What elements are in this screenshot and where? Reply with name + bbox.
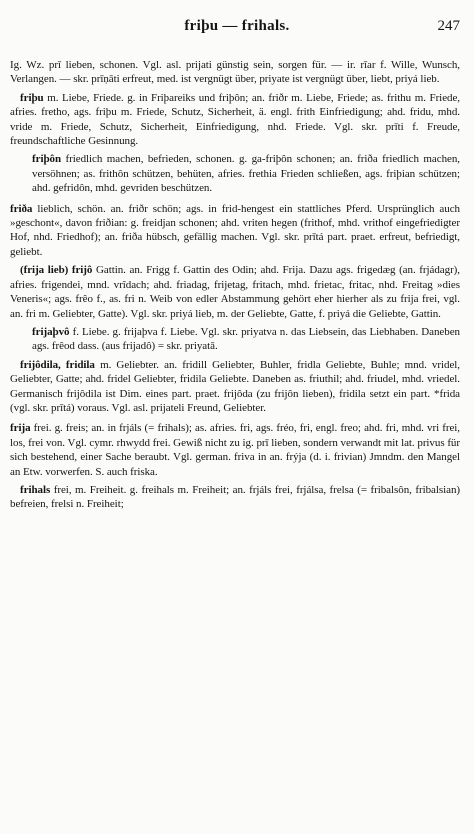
page-number: 247 (437, 18, 460, 34)
entry-text: frei. g. freis; an. in frjáls (= frihals); as. afries. fri, ags. fréo, fri, engl. freo; ahd. fri, mhd. vri frei, los, frei von. Vgl. cymr. rhwydd frei. Gewiß nicht zu ig. prī lieben, sondern verwandt mit lat. privus für sich bestehend, einer Sache beraubt. Vgl. german. friva in an. frýja (d. i. frivian) Jmndm. den Mangel an Etw. vorwerfen. S. auch friska. (10, 422, 460, 478)
dictionary-entry (10, 421, 460, 479)
dictionary-entry (10, 202, 460, 260)
entry-headword: frija (10, 422, 31, 435)
dictionary-entry (10, 91, 460, 149)
entry-headword: friþôn (32, 153, 62, 166)
entry-headword: friþu (20, 91, 44, 104)
dictionary-entry (10, 263, 460, 321)
entry-text: m. Geliebter. an. fridill Geliebter, Buhler, fridla Geliebte, Buhle; mnd. vridel, Geliebter, Gatte; ahd. fridel Geliebter, fridila Geliebte. Daneben as. friuthil; ahd. friudel, mhd. vriedel. Germanisch frijôdila ist Dim. eines part. praet. frijôda (zu frijôn lieben), fridila setzt ein part. *frida (vgl. skr. prītá) voraus. Vgl. asl. prijateli Freund, Geliebter. (10, 358, 460, 414)
entry-headword: frijôdila, fridila (20, 358, 95, 371)
page-header (0, 18, 474, 38)
entry-text: Ig. Wz. prī lieben, schonen. Vgl. asl. prijati günstig sein, sorgen für. — ir. rīar f. Wille, Wunsch, Verlangen. — skr. prīṇāti erfreut, med. ist vergnügt über, priyate ist vergnügt über, liebt, priyá lieb. (10, 59, 460, 86)
dictionary-entry (10, 483, 460, 512)
entry-headword: frijaþvô (32, 325, 70, 338)
entry-text: frei, m. Freiheit. g. freihals m. Freiheit; an. frjáls frei, frjálsa, frelsa (= fribalsôn, fribalsian) befreien, frelsi n. Freiheit; (10, 483, 461, 511)
entry-text: friedlich machen, befrieden, schonen. g. ga-friþôn schonen; an. friða friedlich machen, versöhnen; as. frithôn schützen, behüten, afries. frethia Frieden schließen, ags. friþian schützen; ahd. gefridôn, mhd. gevriden beschützen. (32, 153, 460, 195)
dictionary-body (10, 58, 460, 516)
entry-text: m. Liebe, Friede. g. in Friþareiks und friþôn; an. friðr m. Liebe, Friede; as. frithu m. Friede, afries. fretho, ags. friþu m. Friede, Schutz, Sicherheit, ä. engl. frith Einfriedigung; ahd. fridu, mhd. vride m. Friede, Schutz, Sicherheit, Einfriedigung, nhd. Friede. Vgl. skr. prīti f. Freude, freundschaftliche Gesinnung. (10, 91, 461, 148)
entry-headword: frihals (20, 483, 51, 496)
entry-headword: (frija lieb) frijô (20, 264, 93, 277)
entry-text: Gattin. an. Frigg f. Gattin des Odin; ahd. Frija. Dazu ags. frigedæg (an. frjádagr), afries. frigendei, mnd. vrîdach; ahd. friadag, frijetag, fritach, mhd. frietac, fritac, nhd. Freitag »dies Veneris«; ags. frêo f., as. fri n. Weib von edler Abstammung gehört eher hierher als zu frija frei, vgl. an. fri m. Geliebter, Gatte). Vgl. skr. priyá lieb, m. der Geliebte, Gatte, f. priyá die Geliebte, Gattin. (10, 264, 460, 320)
dictionary-subentry (10, 325, 460, 354)
dictionary-subentry (10, 152, 460, 195)
entry-continuation (10, 58, 460, 87)
running-title: friþu — frihals. (184, 18, 290, 34)
dictionary-entry (10, 358, 460, 416)
entry-text: lieblich, schön. an. friðr schön; ags. in frid-hengest ein stattliches Pferd. Ursprünglich auch »geschont«, davon friðian: g. freidjan schonen; ahd. vriten hegen (frithof, mhd. vrithof eingefriedigter Hof, nhd. Friedhof); an. friða hübsch, gefällig machen. Vgl. skr. prītá part. praet. erfreut, befriedigt, geliebt. (10, 202, 460, 258)
entry-headword: friða (10, 202, 33, 215)
entry-text: f. Liebe. g. frijaþva f. Liebe. Vgl. skr. priyatva n. das Liebsein, das Liebhaben. Daneben ags. frêod dass. (aus frijadô) = skr. priyatā. (32, 325, 460, 353)
